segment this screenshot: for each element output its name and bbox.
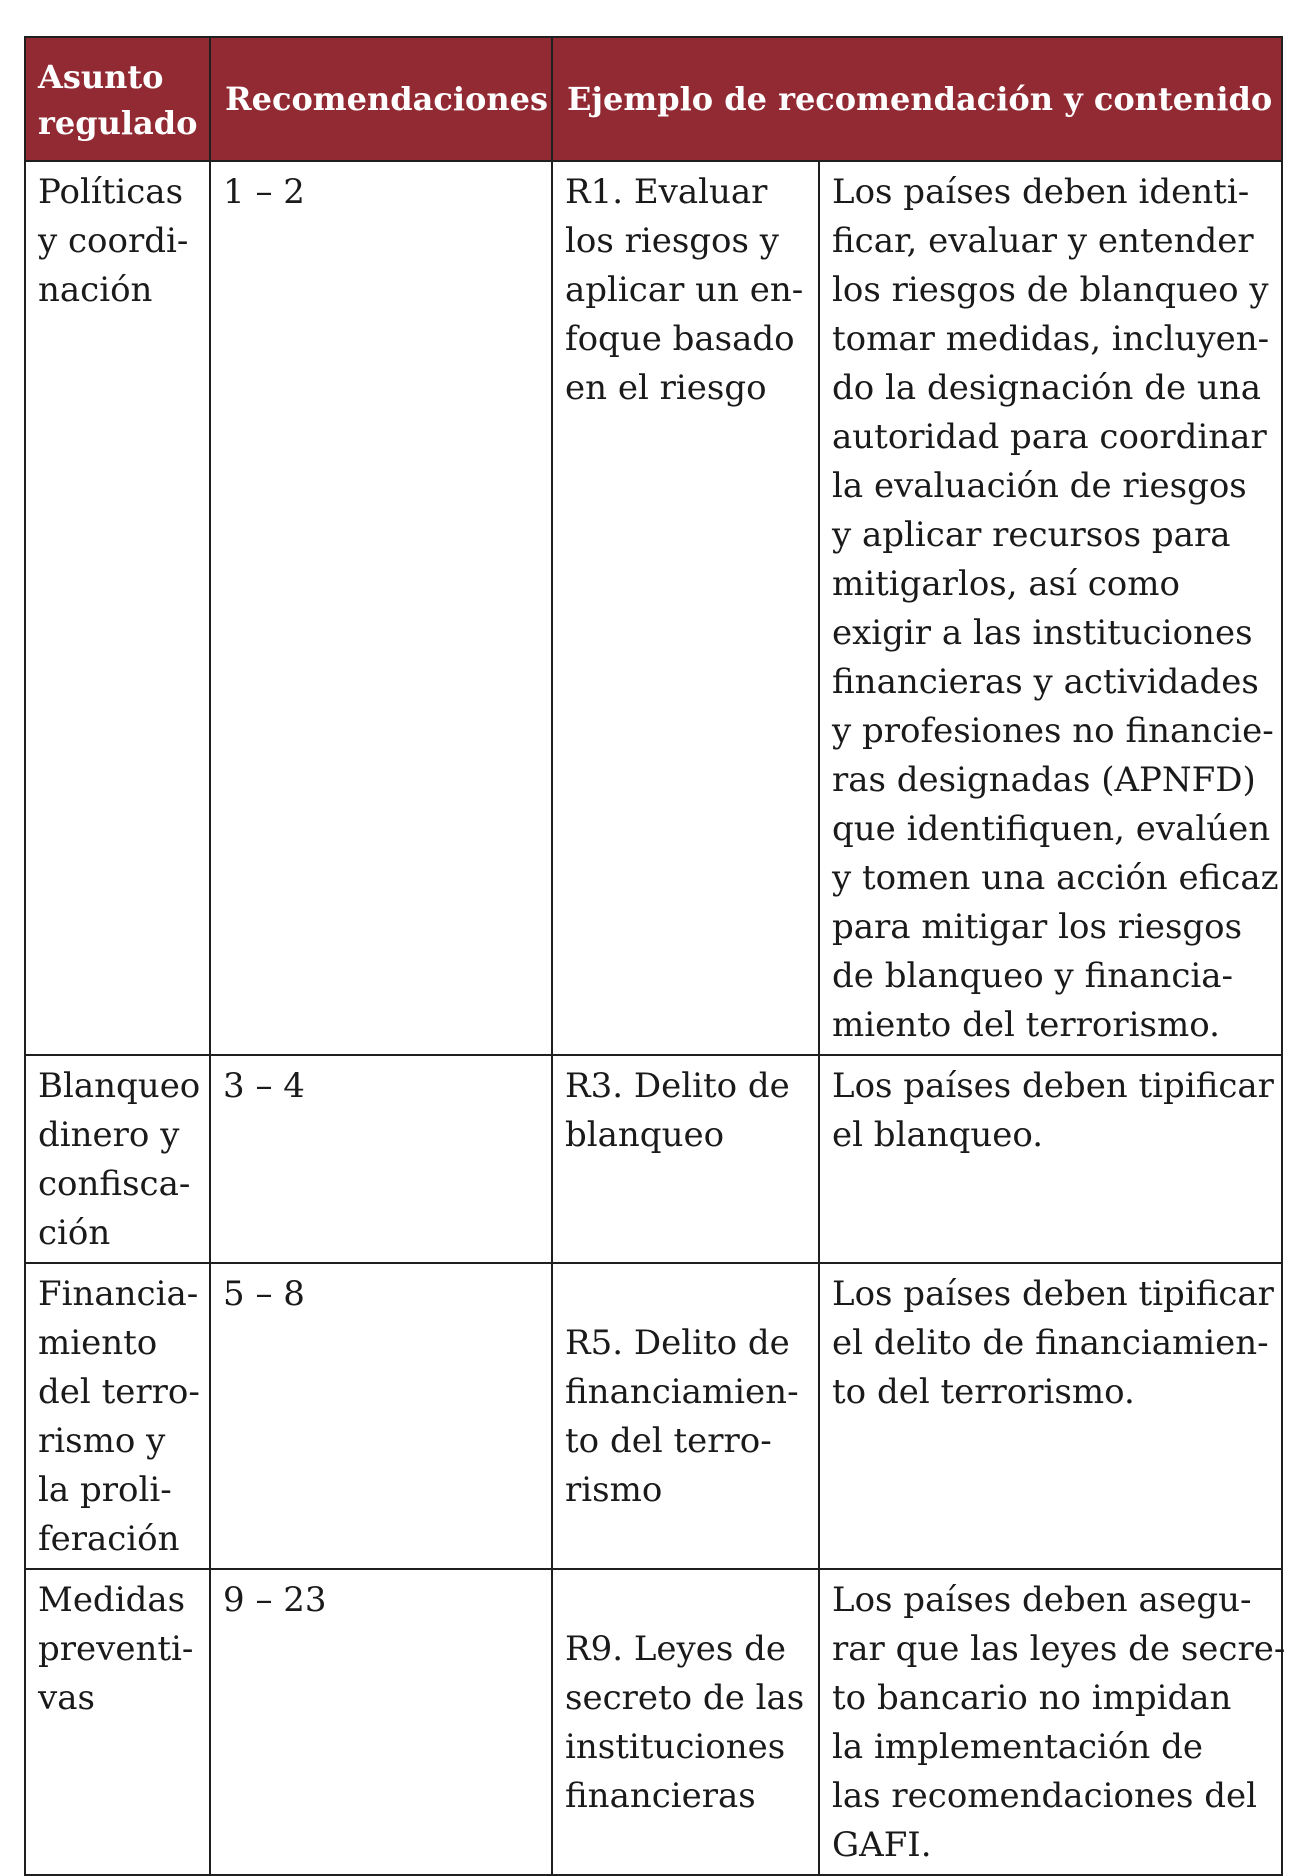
content-line: mitigarlos, así como: [832, 564, 1180, 604]
cell-asunto: [25, 1263, 210, 1569]
content-line: autoridad para coordinar: [832, 417, 1267, 457]
recommendation-line: los riesgos y: [565, 221, 779, 261]
cell-content: [819, 1569, 1286, 1875]
content-line: do la designación de una: [832, 368, 1261, 408]
recommendation-range: 9 – 23: [223, 1580, 327, 1620]
asunto-line: ción: [38, 1213, 111, 1253]
content-line: Los países deben tipificar: [832, 1066, 1274, 1106]
asunto-line: miento: [38, 1323, 158, 1363]
recommendation-line: R3. Delito de: [565, 1066, 790, 1106]
asunto-line: vas: [38, 1678, 95, 1718]
asunto-line: Medidas: [38, 1580, 186, 1620]
content-line: ras designadas (APNFD): [832, 760, 1256, 800]
content-line: el delito de financiamien-: [832, 1323, 1269, 1363]
cell-content: [819, 1263, 1282, 1569]
header-recomendaciones: Recomendaciones: [210, 37, 552, 161]
recommendation-line: financiamien-: [565, 1372, 799, 1412]
content-line: GAFI.: [832, 1825, 932, 1865]
recommendation-line: financieras: [565, 1776, 756, 1816]
asunto-line: dinero y: [38, 1115, 180, 1155]
table-row: [25, 161, 1282, 1055]
content-line: miento del terrorismo.: [832, 1005, 1220, 1045]
asunto-line: Políticas: [38, 172, 184, 212]
cell-content: [819, 1055, 1282, 1263]
table-header-row: [25, 37, 1282, 161]
recommendation-line: R9. Leyes de: [565, 1629, 787, 1669]
asunto-line: preventi-: [38, 1629, 194, 1669]
blank-line: [565, 1270, 808, 1319]
recommendation-line: R1. Evaluar: [565, 172, 768, 212]
header-asunto-line: regulado: [38, 104, 198, 142]
recommendation-line: foque basado: [565, 319, 795, 359]
content-line: y profesiones no financie-: [832, 711, 1274, 751]
header-asunto: [25, 37, 210, 161]
asunto-line: del terro-: [38, 1372, 200, 1412]
header-asunto-line: Asunto: [38, 58, 164, 96]
recommendation-line: to del terro-: [565, 1421, 772, 1461]
cell-range: [210, 1263, 552, 1569]
recommendation-line: blanqueo: [565, 1115, 725, 1155]
cell-range: [210, 1055, 552, 1263]
cell-asunto: [25, 1569, 210, 1875]
recommendation-range: 3 – 4: [223, 1066, 305, 1106]
content-line: to del terrorismo.: [832, 1372, 1135, 1412]
asunto-line: Financia-: [38, 1274, 199, 1314]
asunto-line: rismo y: [38, 1421, 166, 1461]
asunto-line: la proli-: [38, 1470, 172, 1510]
recommendation-range: 5 – 8: [223, 1274, 305, 1314]
content-line: la implementación de: [832, 1727, 1203, 1767]
cell-range: [210, 1569, 552, 1875]
recommendation-line: secreto de las: [565, 1678, 805, 1718]
content-line: las recomendaciones del: [832, 1776, 1257, 1816]
content-line: la evaluación de riesgos: [832, 466, 1247, 506]
fatf-recommendations-table: [24, 36, 1286, 1876]
content-line: rar que las leyes de secre-: [832, 1629, 1286, 1669]
cell-recommendation: [552, 1569, 819, 1875]
table-row: [25, 1569, 1282, 1875]
content-line: el blanqueo.: [832, 1115, 1044, 1155]
cell-recommendation: [552, 1263, 819, 1569]
content-line: financieras y actividades: [832, 662, 1259, 702]
content-line: exigir a las instituciones: [832, 613, 1253, 653]
content-line: de blanqueo y financia-: [832, 956, 1233, 996]
table-row: [25, 1263, 1282, 1569]
cell-recommendation: [552, 1055, 819, 1263]
cell-content: [819, 161, 1282, 1055]
header-ejemplo: Ejemplo de recomendación y contenido: [552, 37, 1282, 161]
recommendation-line: aplicar un en-: [565, 270, 804, 310]
content-line: que identifiquen, evalúen: [832, 809, 1271, 849]
asunto-line: confisca-: [38, 1164, 191, 1204]
content-line: y tomen una acción eficaz: [832, 858, 1279, 898]
cell-asunto: [25, 161, 210, 1055]
blank-line: [565, 1576, 808, 1625]
asunto-line: Blanqueo: [38, 1066, 201, 1106]
content-line: Los países deben asegu-: [832, 1580, 1252, 1620]
asunto-line: feración: [38, 1519, 180, 1559]
recommendation-line: rismo: [565, 1470, 663, 1510]
recommendation-line: R5. Delito de: [565, 1323, 790, 1363]
recommendation-line: en el riesgo: [565, 368, 767, 408]
content-line: to bancario no impidan: [832, 1678, 1232, 1718]
content-line: ficar, evaluar y entender: [832, 221, 1254, 261]
content-line: Los países deben identi-: [832, 172, 1250, 212]
recommendation-range: 1 – 2: [223, 172, 305, 212]
content-line: para mitigar los riesgos: [832, 907, 1243, 947]
asunto-line: nación: [38, 270, 153, 310]
content-line: Los países deben tipificar: [832, 1274, 1274, 1314]
content-line: tomar medidas, incluyen-: [832, 319, 1270, 359]
cell-range: [210, 161, 552, 1055]
cell-asunto: [25, 1055, 210, 1263]
table-row: [25, 1055, 1282, 1263]
asunto-line: y coordi-: [38, 221, 189, 261]
cell-recommendation: [552, 161, 819, 1055]
recommendation-line: instituciones: [565, 1727, 786, 1767]
content-line: los riesgos de blanqueo y: [832, 270, 1269, 310]
content-line: y aplicar recursos para: [832, 515, 1231, 555]
